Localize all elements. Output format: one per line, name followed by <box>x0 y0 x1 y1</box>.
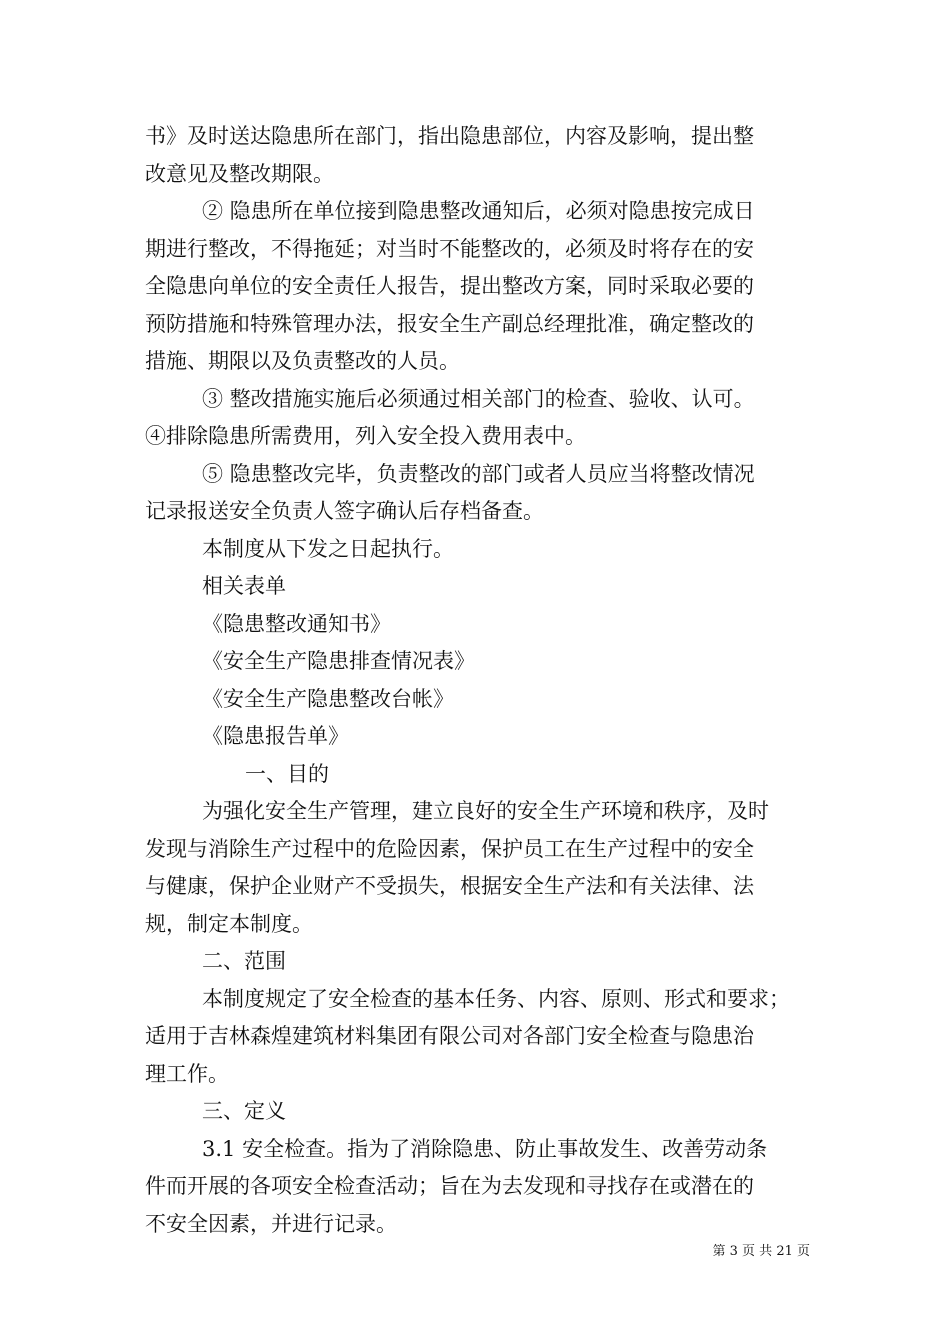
related-form-item: 《安全生产隐患整改台帐》 <box>202 686 454 711</box>
section-heading: 三、定义 <box>202 1099 286 1123</box>
document-body <box>145 118 810 1243</box>
page-number-footer: 第 3 页 共 21 页 <box>712 1244 810 1259</box>
text-line: 本制度从下发之日起执行。 <box>202 536 454 561</box>
text-line: 发现与消除生产过程中的危险因素，保护员工在生产过程中的安全 <box>145 836 754 861</box>
text-line: 预防措施和特殊管理办法，报安全生产副总经理批准，确定整改的 <box>145 311 754 336</box>
text-line: ⑤ 隐患整改完毕，负责整改的部门或者人员应当将整改情况 <box>202 461 755 486</box>
section-heading: 一、目的 <box>245 761 329 786</box>
text-line: 适用于吉林森煌建筑材料集团有限公司对各部门安全检查与隐患治 <box>145 1024 754 1048</box>
text-line: 为强化安全生产管理，建立良好的安全生产环境和秩序，及时 <box>202 799 769 823</box>
text-line: 规，制定本制度。 <box>145 911 313 936</box>
text-line: 件而开展的各项安全检查活动；旨在为去发现和寻找存在或潜在的 <box>145 1174 754 1198</box>
text-line: 理工作。 <box>145 1061 229 1086</box>
text-line: 记录报送安全负责人签字确认后存档备查。 <box>145 499 544 523</box>
text-line: 本制度规定了安全检查的基本任务、内容、原则、形式和要求； <box>202 986 790 1011</box>
text-line: 书》及时送达隐患所在部门，指出隐患部位，内容及影响，提出整 <box>145 124 754 148</box>
related-form-item: 《隐患整改通知书》 <box>202 611 391 636</box>
text-line: 全隐患向单位的安全责任人报告，提出整改方案，同时采取必要的 <box>145 274 754 298</box>
text-line: ④排除隐患所需费用，列入安全投入费用表中。 <box>145 424 586 448</box>
related-form-item: 《隐患报告单》 <box>202 724 349 748</box>
text-line: 相关表单 <box>202 574 286 598</box>
text-line: ③ 整改措施实施后必须通过相关部门的检查、验收、认可。 <box>202 386 755 411</box>
related-form-item: 《安全生产隐患排查情况表》 <box>202 649 475 673</box>
text-line: 期进行整改，不得拖延；对当时不能整改的，必须及时将存在的安 <box>145 236 754 261</box>
text-line: 与健康，保护企业财产不受损失，根据安全生产法和有关法律、法 <box>145 874 754 898</box>
text-line: 措施、期限以及负责整改的人员。 <box>145 349 460 373</box>
section-heading: 二、范围 <box>202 949 286 973</box>
text-line: 改意见及整改期限。 <box>145 161 334 186</box>
text-line: 不安全因素，并进行记录。 <box>145 1211 397 1236</box>
text-line: 3.1 安全检查。指为了消除隐患、防止事故发生、改善劳动条 <box>202 1136 768 1161</box>
text-line: ② 隐患所在单位接到隐患整改通知后，必须对隐患按完成日 <box>202 199 755 223</box>
